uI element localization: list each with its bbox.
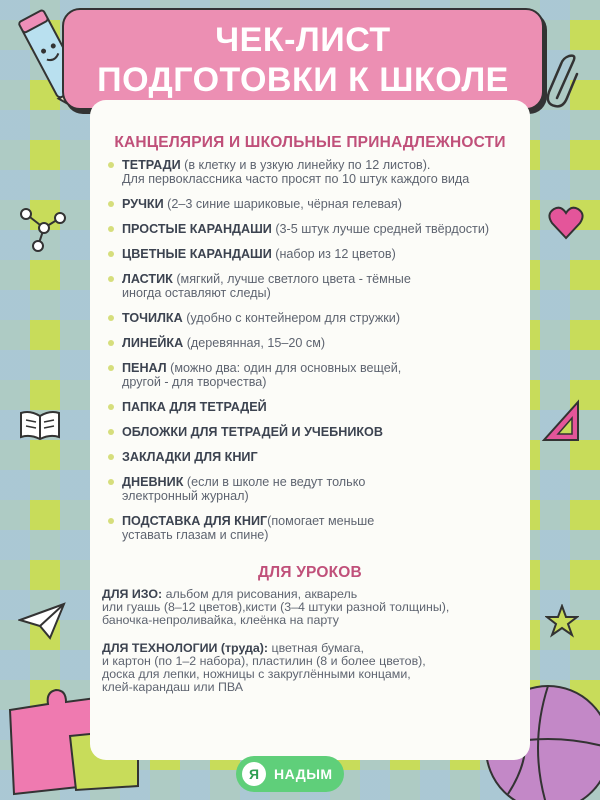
- brand-badge[interactable]: [236, 756, 344, 792]
- list-item: ЦВЕТНЫЕ КАРАНДАШИ (набор из 12 цветов): [108, 247, 518, 261]
- list-item: ПРОСТЫЕ КАРАНДАШИ (3-5 штук лучше средней твёрдости): [108, 222, 518, 236]
- book-icon: [18, 408, 62, 442]
- triangle-ruler-icon: [540, 398, 584, 444]
- list-item: ЛИНЕЙКА (деревянная, 15–20 см): [108, 336, 518, 350]
- heart-icon: [548, 206, 584, 240]
- list-item: ДНЕВНИК (если в школе не ведут только электронный журнал): [108, 475, 518, 503]
- bullet-icon: [108, 454, 114, 460]
- lesson-technology: ДЛЯ ТЕХНОЛОГИИ (труда): цветная бумага, и картон (по 1–2 набора), пластилин (8 и более цветов), доска для лепки, ножницы с закруглёнными концами, клей-карандаш или ПВА: [102, 641, 426, 694]
- lesson-izo: ДЛЯ ИЗО: альбом для рисования, акварель или гуашь (8–12 цветов),кисти (3–4 штуки разной толщины), баночка-непроливайка, клеёнка на парту: [102, 587, 450, 627]
- list-item: ОБЛОЖКИ ДЛЯ ТЕТРАДЕЙ И УЧЕБНИКОВ: [108, 425, 518, 439]
- paper-plane-icon: [18, 602, 66, 642]
- molecule-icon: [14, 200, 70, 256]
- bullet-icon: [108, 479, 114, 485]
- brand-logo-icon: Я: [242, 762, 266, 786]
- list-item: ЗАКЛАДКИ ДЛЯ КНИГ: [108, 450, 518, 464]
- supplies-list: [108, 158, 518, 553]
- section-title-supplies: КАНЦЕЛЯРИЯ И ШКОЛЬНЫЕ ПРИНАДЛЕЖНОСТИ: [114, 134, 506, 151]
- checklist-card: [90, 100, 530, 760]
- list-item: ЛАСТИК (мягкий, лучше светлого цвета - тёмные иногда оставляют следы): [108, 272, 518, 300]
- bullet-icon: [108, 404, 114, 410]
- title-line-2: ПОДГОТОВКИ К ШКОЛЕ: [97, 61, 509, 99]
- title-banner: [62, 8, 544, 110]
- list-item: ТОЧИЛКА (удобно с контейнером для стружки): [108, 311, 518, 325]
- bullet-icon: [108, 226, 114, 232]
- list-item: ПОДСТАВКА ДЛЯ КНИГ(помогает меньше уставать глазам и спине): [108, 514, 518, 542]
- list-item: ПЕНАЛ (можно два: один для основных вещей, другой - для творчества): [108, 361, 518, 389]
- bullet-icon: [108, 251, 114, 257]
- bullet-icon: [108, 365, 114, 371]
- bullet-icon: [108, 429, 114, 435]
- bullet-icon: [108, 315, 114, 321]
- paperclip-icon: [545, 52, 585, 112]
- list-item: ПАПКА ДЛЯ ТЕТРАДЕЙ: [108, 400, 518, 414]
- title-line-1: ЧЕК-ЛИСТ: [215, 21, 391, 59]
- brand-name: НАДЫМ: [274, 766, 333, 782]
- list-item: ТЕТРАДИ (в клетку и в узкую линейку по 12 листов). Для первоклассника часто просят по 10 штук каждого вида: [108, 158, 518, 186]
- bullet-icon: [108, 340, 114, 346]
- bullet-icon: [108, 518, 114, 524]
- bullet-icon: [108, 201, 114, 207]
- star-icon: [545, 604, 579, 638]
- list-item: РУЧКИ (2–3 синие шариковые, чёрная гелевая): [108, 197, 518, 211]
- bullet-icon: [108, 162, 114, 168]
- section-title-lessons: ДЛЯ УРОКОВ: [258, 564, 362, 581]
- bullet-icon: [108, 276, 114, 282]
